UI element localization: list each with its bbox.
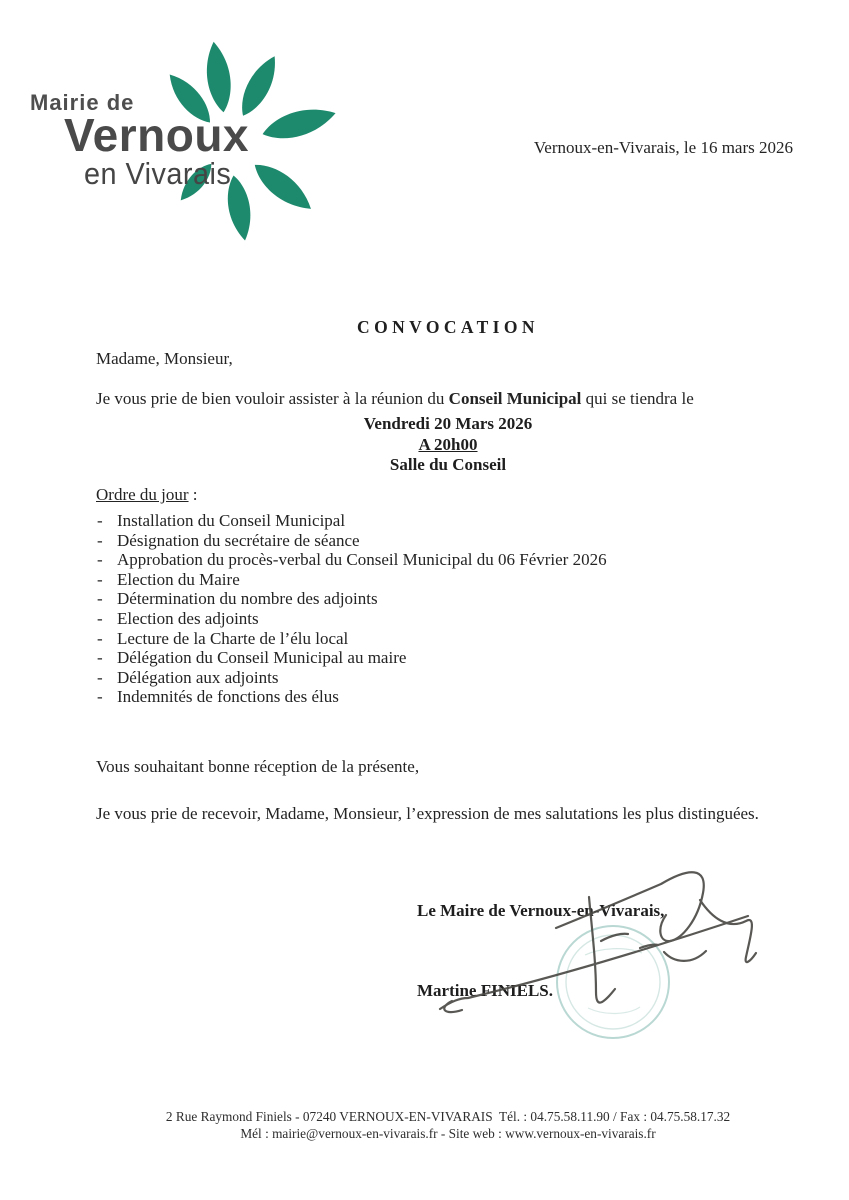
agenda-item: - Election du Maire (96, 570, 756, 590)
agenda-item: - Désignation du secrétaire de séance (96, 531, 756, 551)
footer-address-line: 2 Rue Raymond Finiels - 07240 VERNOUX-EN-VIVARAIS Tél. : 04.75.58.11.90 / Fax : 04.75.58.17.32 (165, 1109, 731, 1124)
agenda-item: - Indemnités de fonctions des élus (96, 687, 756, 707)
meeting-block (96, 414, 800, 476)
meeting-date: Vendredi 20 Mars 2026 (363, 414, 533, 433)
agenda-heading-text: Ordre du jour (96, 485, 189, 504)
letter-title: CONVOCATION (357, 317, 539, 337)
meeting-time: A 20h00 (418, 434, 478, 454)
agenda-item: - Délégation aux adjoints (96, 668, 756, 688)
meeting-location: Salle du Conseil (389, 455, 507, 474)
agenda-item: - Approbation du procès-verbal du Conseil Municipal du 06 Février 2026 (96, 550, 756, 570)
logo-region-name: en Vivarais (84, 156, 232, 191)
intro-emphasis: Conseil Municipal (448, 389, 582, 408)
footer-contact-line: Mél : mairie@vernoux-en-vivarais.fr - Site web : www.vernoux-en-vivarais.fr (240, 1126, 656, 1141)
place-date-line: Vernoux-en-Vivarais, le 16 mars 2026 (533, 138, 793, 157)
agenda-item: - Délégation du Conseil Municipal au maire (96, 648, 756, 668)
signature-and-stamp (430, 855, 790, 1055)
agenda-item: - Installation du Conseil Municipal (96, 511, 756, 531)
agenda-item: - Détermination du nombre des adjoints (96, 589, 756, 609)
closing-line-1: Vous souhaitant bonne réception de la présente, (96, 757, 420, 776)
intro-paragraph (96, 389, 694, 409)
intro-after: qui se tiendra le (581, 389, 694, 408)
logo-org-line: Mairie de (30, 90, 135, 115)
stamp-icon (557, 926, 669, 1038)
agenda-item: - Lecture de la Charte de l’élu local (96, 629, 756, 649)
agenda-heading-colon: : (188, 485, 198, 504)
agenda-list (96, 511, 756, 707)
agenda-heading (96, 485, 198, 505)
intro-before: Je vous prie de bien vouloir assister à la réunion du (96, 389, 449, 408)
signer-role: Le Maire de Vernoux-en-Vivarais, (417, 901, 665, 920)
agenda-item: - Election des adjoints (96, 609, 756, 629)
mairie-logo (28, 30, 358, 250)
signer-name: Martine FINIELS. (417, 981, 553, 1000)
logo-town-name: Vernoux (64, 109, 250, 161)
salutation: Madame, Monsieur, (96, 349, 233, 368)
closing-line-2: Je vous prie de recevoir, Madame, Monsieur, l’expression de mes salutations les plus distinguées. (96, 804, 759, 823)
